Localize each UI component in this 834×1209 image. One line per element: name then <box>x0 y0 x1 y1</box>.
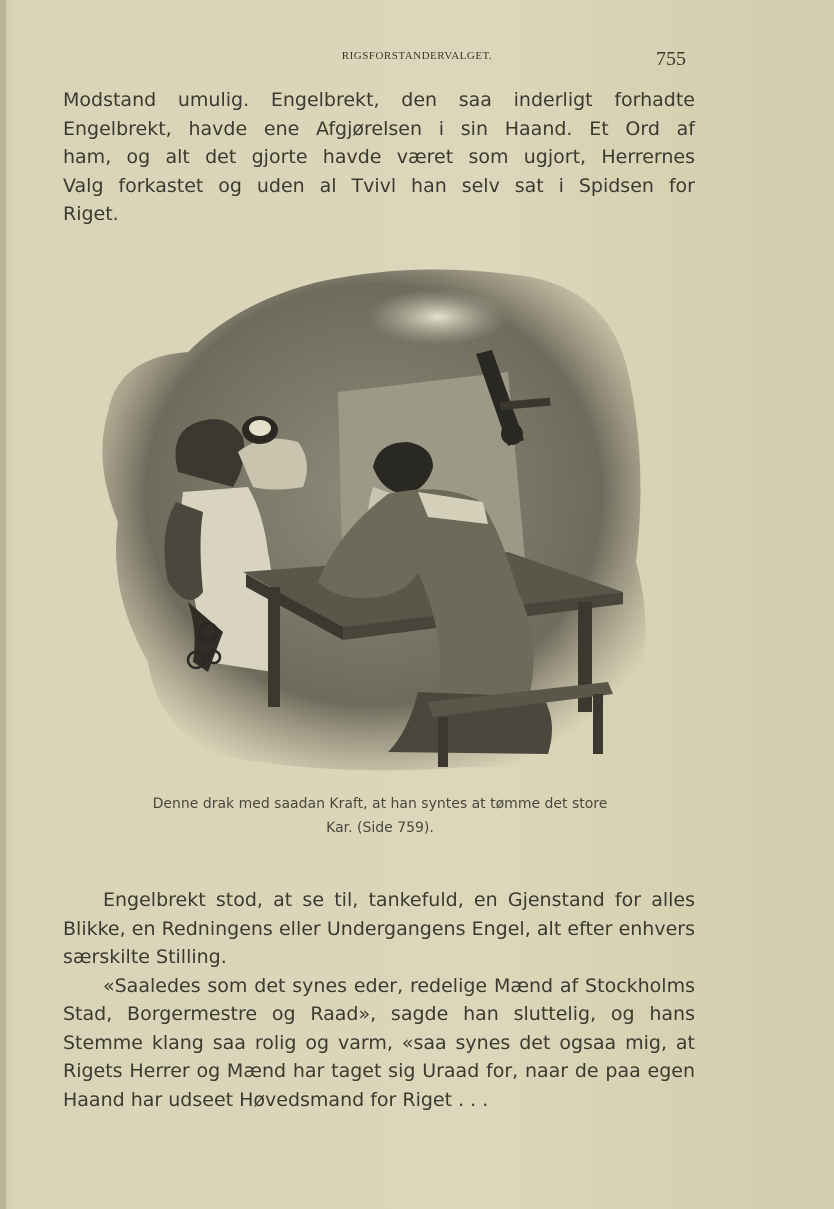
paragraph-top <box>63 86 695 229</box>
caption-line: Denne drak med saadan Kraft, at han syntes at tømme det store <box>152 796 608 812</box>
running-title: RIGSFORSTANDERVALGET. <box>341 50 493 62</box>
text-line: Valg forkastet og uden al Tvivl han selv sat i Spidsen for <box>63 174 695 197</box>
page-edge <box>0 0 6 1209</box>
text-line: Riget. <box>63 203 119 225</box>
text-line: Modstand umulig. Engelbrekt, den saa inderligt forhadte <box>63 89 695 111</box>
text-line: Engelbrekt, havde ene Afgjørelsen i sin Haand. Et Ord af <box>63 117 695 140</box>
illustration-caption <box>100 792 660 840</box>
paragraph: «Saaledes som det synes eder, redelige Mænd af Stockholms Stad, Borgermestre og Raad», sagde han sluttelig, og hans Stemme klang saa rolig og varm, «saa synes det ogsaa mig, at Rigets Herrer og Mænd har taget sig Uraad for, naar de paa egen Haand har udseet Høvedsmand for Riget . . . <box>63 974 695 1111</box>
page-number: 755 <box>656 48 686 70</box>
torch-smoke <box>368 289 508 345</box>
paragraph: Engelbrekt stod, at se til, tankefuld, en Gjenstand for alles Blikke, en Redningens eller Undergangens Engel, alt efter enhvers særskilte Stilling. <box>63 889 695 968</box>
caption-line: Kar. (Side 759). <box>326 820 434 836</box>
text-line: ham, og alt det gjorte havde været som ugjort, Herrernes <box>63 146 695 168</box>
paragraph-bottom <box>63 886 695 1114</box>
engraving-illustration <box>88 262 666 782</box>
